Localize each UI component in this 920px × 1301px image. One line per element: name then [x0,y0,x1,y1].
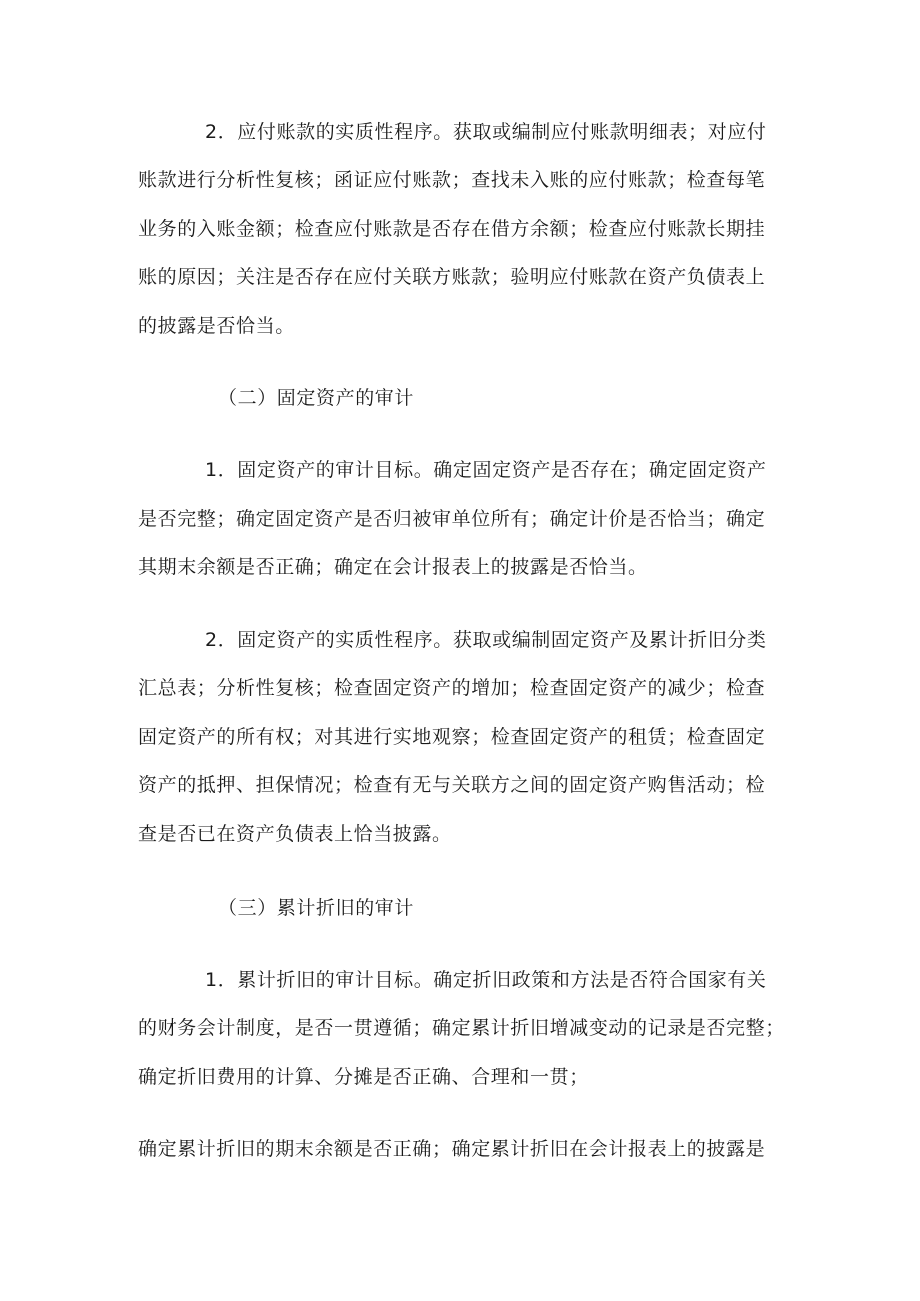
paragraph-line: 的披露是否恰当。 [138,315,295,337]
section-heading: （二）固定资产的审计 [218,387,415,409]
paragraph-line: 2．应付账款的实质性程序。获取或编制应付账款明细表；对应付 [205,121,767,143]
paragraph-line: 确定折旧费用的计算、分摊是否正确、合理和一贯； [138,1066,589,1088]
paragraph-line: 汇总表；分析性复核；检查固定资产的增加；检查固定资产的减少；检查 [138,677,766,699]
section-heading: （三）累计折旧的审计 [218,897,415,919]
paragraph-line: 固定资产的所有权；对其进行实地观察；检查固定资产的租赁；检查固定 [138,726,766,748]
paragraph-line: 其期末余额是否正确；确定在会计报表上的披露是否恰当。 [138,556,648,578]
paragraph-line: 的财务会计制度，是否一贯遵循；确定累计折旧增减变动的记录是否完整； [138,1017,785,1039]
paragraph-line: 确定累计折旧的期末余额是否正确；确定累计折旧在会计报表上的披露是 [138,1138,766,1160]
paragraph-line: 查是否已在资产负债表上恰当披露。 [138,823,452,845]
paragraph-line: 资产的抵押、担保情况；检查有无与关联方之间的固定资产购售活动；检 [138,774,766,796]
paragraph-line: 1．固定资产的审计目标。确定固定资产是否存在；确定固定资产 [205,459,767,481]
paragraph-line: 账的原因；关注是否存在应付关联方账款；验明应付账款在资产负债表上 [138,266,766,288]
paragraph-line: 业务的入账金额；检查应付账款是否存在借方余额；检查应付账款长期挂 [138,218,766,240]
paragraph-line: 是否完整；确定固定资产是否归被审单位所有；确定计价是否恰当；确定 [138,508,766,530]
paragraph-line: 2．固定资产的实质性程序。获取或编制固定资产及累计折旧分类 [205,629,767,651]
paragraph-line: 1．累计折旧的审计目标。确定折旧政策和方法是否符合国家有关 [205,969,767,991]
paragraph-line: 账款进行分析性复核；函证应付账款；查找未入账的应付账款；检查每笔 [138,169,766,191]
